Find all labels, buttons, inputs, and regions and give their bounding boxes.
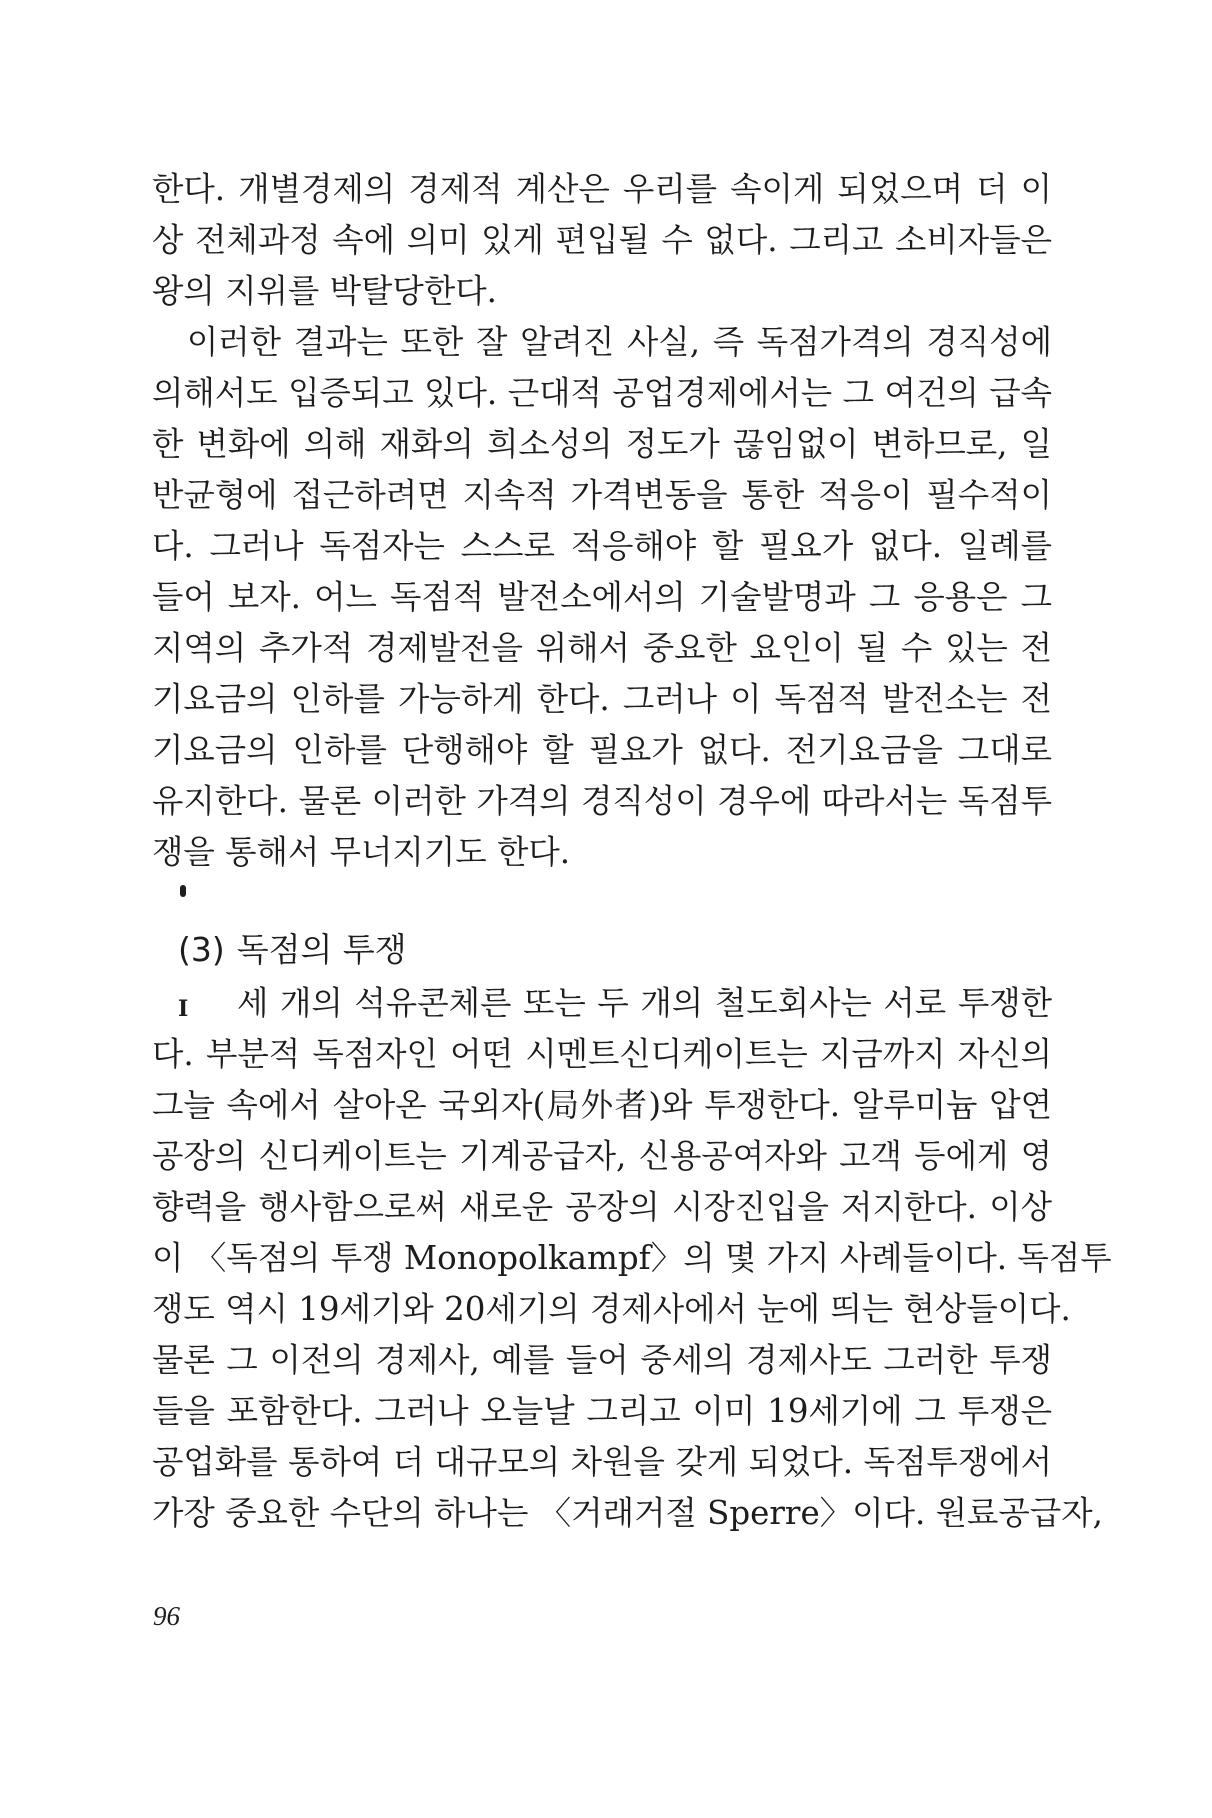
text-line: 공장의 신디케이트는 기계공급자, 신용공여자와 고객 등에게 영 bbox=[152, 1137, 1052, 1175]
text-line: 그늘 속에서 살아온 국외자(局外者)와 투쟁한다. 알루미늄 압연 bbox=[152, 1086, 1052, 1124]
text-line: 한다. 개별경제의 경제적 계산은 우리를 속이게 되었으며 더 이 bbox=[152, 170, 1052, 208]
text-line: 가장 중요한 수단의 하나는 〈거래거절 Sperre〉이다. 원료공급자, bbox=[152, 1494, 1103, 1532]
text-line: 한 변화에 의해 재화의 희소성의 정도가 끊임없이 변하므로, 일 bbox=[152, 425, 1052, 463]
text-line: 들어 보자. 어느 독점적 발전소에서의 기술발명과 그 응용은 그 bbox=[152, 578, 1052, 616]
subsection-marker: I bbox=[178, 996, 189, 1022]
text-line: 유지한다. 물론 이러한 가격의 경직성이 경우에 따라서는 독점투 bbox=[152, 782, 1052, 820]
text-line: 상 전체과정 속에 의미 있게 편입될 수 없다. 그리고 소비자들은 bbox=[152, 221, 1052, 259]
text-line: 다. 부분적 독점자인 어떤 시멘트신디케이트는 지금까지 자신의 bbox=[152, 1035, 1052, 1073]
text-line: 기요금의 인하를 가능하게 한다. 그러나 이 독점적 발전소는 전 bbox=[152, 680, 1052, 718]
text-line: 쟁을 통해서 무너지기도 한다. bbox=[152, 833, 571, 871]
text-line: 다. 그러나 독점자는 스스로 적응해야 할 필요가 없다. 일례를 bbox=[152, 527, 1052, 565]
text-line: 세 개의 석유콘체른 또는 두 개의 철도회사는 서로 투쟁한 bbox=[237, 984, 1052, 1022]
text-line: 왕의 지위를 박탈당한다. bbox=[152, 272, 497, 310]
text-line: 지역의 추가적 경제발전을 위해서 중요한 요인이 될 수 있는 전 bbox=[152, 629, 1052, 667]
section-title: 독점의 투쟁 bbox=[236, 930, 407, 969]
text-line: 기요금의 인하를 단행해야 할 필요가 없다. 전기요금을 그대로 bbox=[152, 731, 1052, 769]
text-line: 반균형에 접근하려면 지속적 가격변동을 통한 적응이 필수적이 bbox=[152, 476, 1052, 514]
text-line: 이 〈독점의 투쟁 Monopolkampf〉의 몇 가지 사례들이다. 독점투 bbox=[152, 1239, 1112, 1277]
text-line: 들을 포함한다. 그러나 오늘날 그리고 이미 19세기에 그 투쟁은 bbox=[152, 1392, 1052, 1430]
text-line: 공업화를 통하여 더 대규모의 차원을 갖게 되었다. 독점투쟁에서 bbox=[152, 1443, 1052, 1481]
text-line: 이러한 결과는 또한 잘 알려진 사실, 즉 독점가격의 경직성에 bbox=[152, 323, 1052, 361]
text-line: 쟁도 역시 19세기와 20세기의 경제사에서 눈에 띄는 현상들이다. bbox=[152, 1290, 1071, 1328]
section-number: (3) bbox=[178, 930, 225, 969]
text-line: 향력을 행사함으로써 새로운 공장의 시장진입을 저지한다. 이상 bbox=[152, 1188, 1052, 1226]
section-heading bbox=[178, 927, 407, 973]
text-line: 물론 그 이전의 경제사, 예를 들어 중세의 경제사도 그러한 투쟁 bbox=[152, 1341, 1052, 1379]
text-line: 의해서도 입증되고 있다. 근대적 공업경제에서는 그 여건의 급속 bbox=[152, 374, 1052, 412]
print-mark bbox=[180, 885, 186, 897]
page-number: 96 bbox=[153, 1601, 180, 1631]
